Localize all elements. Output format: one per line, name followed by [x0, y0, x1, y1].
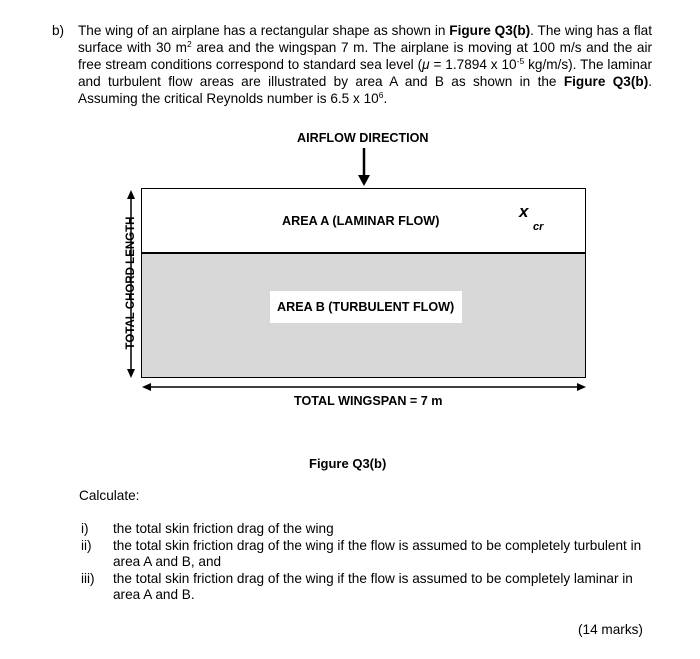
question-text: The wing of an airplane has a rectangular shape as shown in Figure Q3(b). The wing has a flat surface with 30 $m^2$ area and the wingspan 7 m. The airplane is moving at 100 m/s and the air free stream conditions correspond to standard sea level (μ = 1.7894 x $10^{-5}$ kg/m/s). The laminar and turbulent flow areas are illustrated by area A and B as shown in the Figure Q3(b). Assuming the critical Reynolds number is 6.5 x $10^6$.: [78, 23, 653, 106]
wingspan-arrow: [142, 383, 586, 391]
item-text: the total skin friction drag of the wing: [113, 521, 334, 536]
x-symbol: x: [519, 202, 529, 221]
area-a-label: AREA A (LAMINAR FLOW): [282, 214, 440, 228]
figure-reference: Figure Q3(b): [563, 74, 649, 89]
item-number: iii): [81, 571, 95, 586]
x-subscript-cr: cr: [533, 221, 544, 233]
transition-line: [142, 252, 585, 254]
airflow-direction-label: AIRFLOW DIRECTION: [297, 131, 429, 145]
total-chord-length-label: TOTAL CHORD LENGTH: [125, 216, 137, 350]
figure-reference: Figure Q3(b): [449, 23, 531, 38]
figure-caption: Figure Q3(b): [309, 456, 387, 471]
item-number: ii): [81, 538, 92, 553]
calculate-label: Calculate:: [79, 488, 140, 503]
mu-symbol: μ: [422, 57, 430, 72]
list-item: [81, 538, 656, 570]
list-item: [81, 571, 656, 603]
question-label: b): [52, 23, 65, 38]
item-number: i): [81, 521, 89, 536]
airflow-arrow: [358, 148, 370, 186]
list-item: [81, 521, 656, 537]
item-text: the total skin friction drag of the wing if the flow is assumed to be completely turbulent in area A and B, and: [113, 538, 642, 569]
marks-label: (14 marks): [578, 622, 643, 637]
item-text: the total skin friction drag of the wing if the flow is assumed to be completely laminar in area A and B.: [113, 571, 633, 602]
area-b-label: AREA B (TURBULENT FLOW): [277, 300, 455, 314]
wingspan-label: TOTAL WINGSPAN = 7 m: [294, 394, 443, 408]
